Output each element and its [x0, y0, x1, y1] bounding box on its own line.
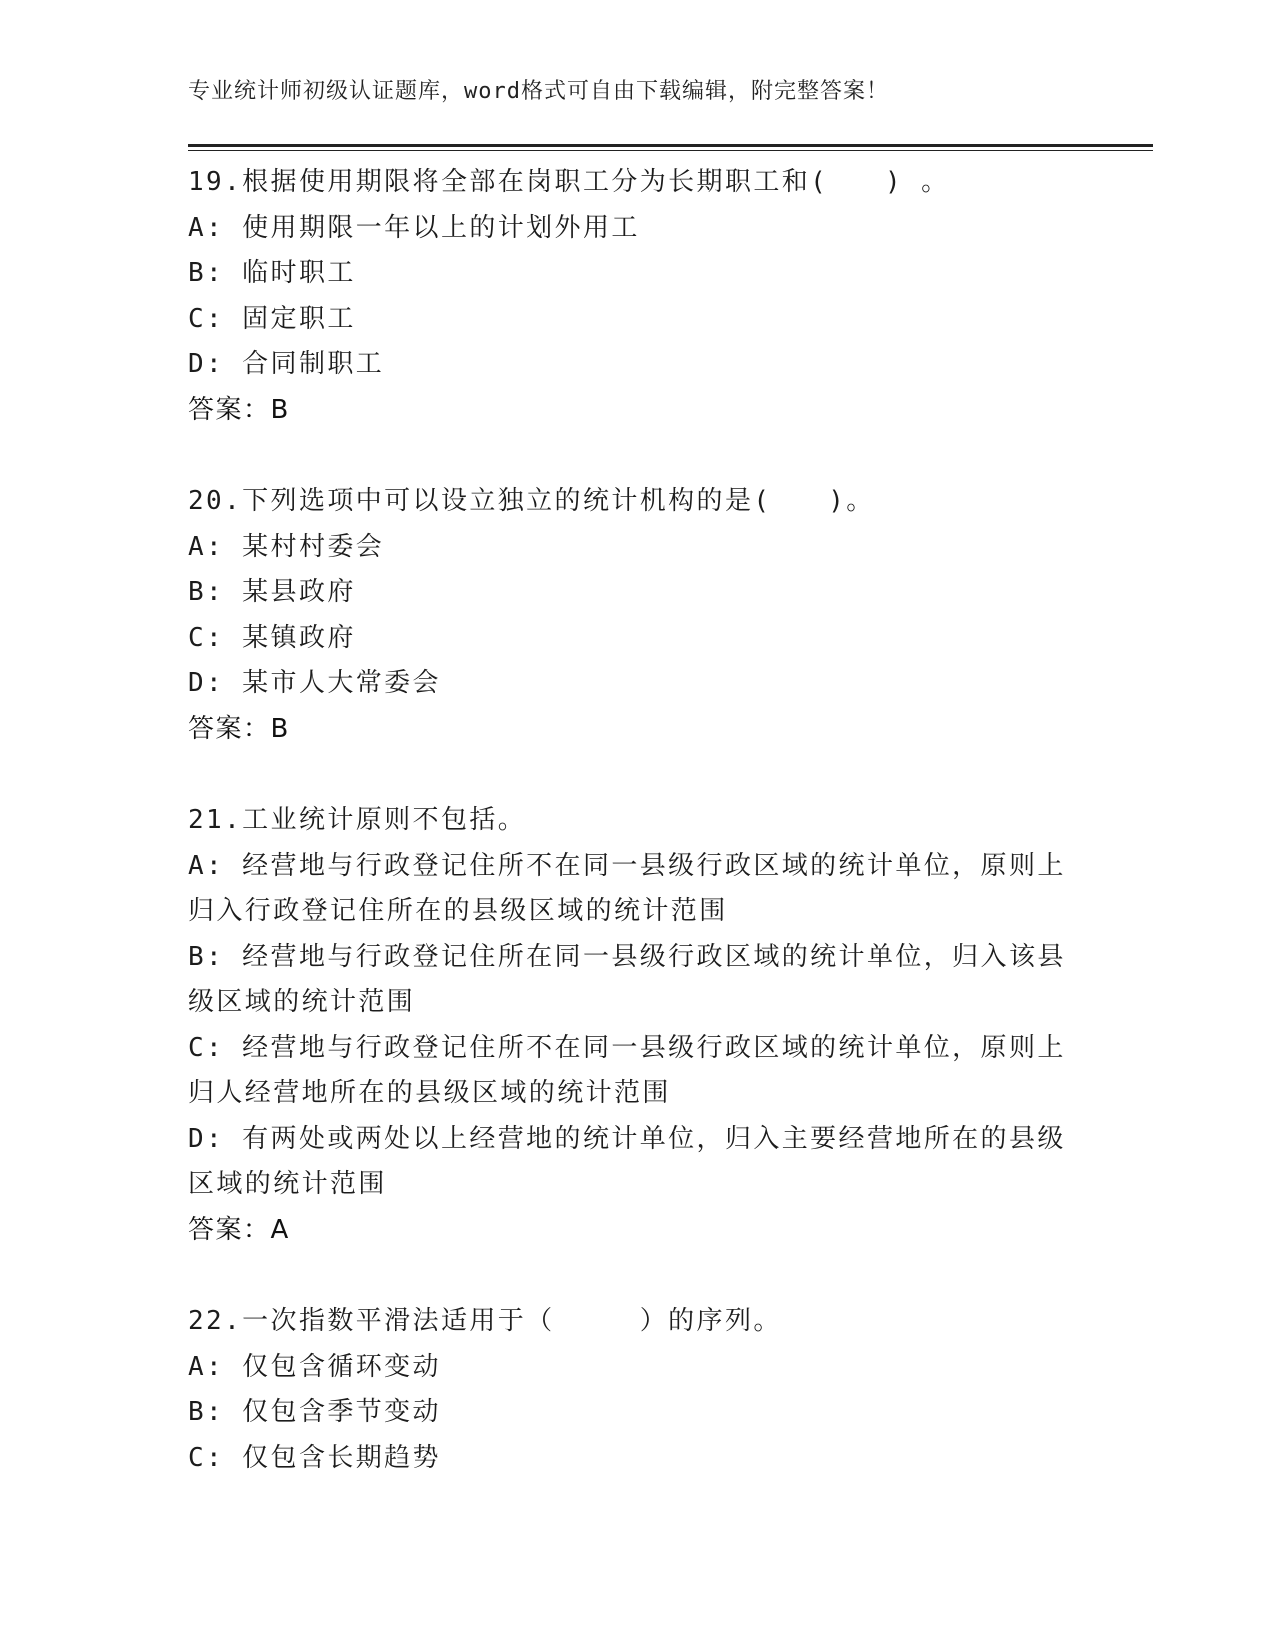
answer: 答案：B	[188, 394, 290, 425]
header-rule-thick	[188, 144, 1153, 147]
question-stem: 19.根据使用期限将全部在岗职工分为长期职工和( ) 。	[188, 167, 950, 197]
option-a: A: 仅包含循环变动	[188, 1351, 441, 1382]
option-b: B: 临时职工	[188, 258, 356, 288]
option-c: C: 经营地与行政登记住所不在同一县级行政区域的统计单位，原则上归人经营地所在的县级区域的统计范围	[188, 1032, 1066, 1108]
question-19	[188, 160, 1088, 433]
option-b: B: 经营地与行政登记住所在同一县级行政区域的统计单位，归入该县级区域的统计范围	[188, 941, 1066, 1017]
header-rule-thin	[188, 150, 1153, 151]
option-a: A: 使用期限一年以上的计划外用工	[188, 212, 640, 243]
option-b: B: 某县政府	[188, 577, 356, 607]
option-d: D: 有两处或两处以上经营地的统计单位，归入主要经营地所在的县级区域的统计范围	[188, 1123, 1066, 1199]
page-header: 专业统计师初级认证题库，word格式可自由下载编辑，附完整答案！	[188, 79, 889, 104]
question-stem: 21.工业统计原则不包括。	[188, 805, 527, 835]
option-c: C: 某镇政府	[188, 622, 356, 653]
option-b: B: 仅包含季节变动	[188, 1397, 441, 1427]
option-a: A: 某村村委会	[188, 531, 385, 562]
option-a: A: 经营地与行政登记住所不在同一县级行政区域的统计单位，原则上归入行政登记住所在的县级区域的统计范围	[188, 850, 1066, 926]
option-c: C: 仅包含长期趋势	[188, 1442, 441, 1473]
question-20	[188, 479, 1088, 752]
question-22	[188, 1299, 1088, 1481]
answer: 答案：B	[188, 713, 290, 744]
option-c: C: 固定职工	[188, 303, 356, 334]
question-stem: 22.一次指数平滑法适用于（ ）的序列。	[188, 1306, 782, 1336]
question-21	[188, 798, 1088, 1253]
question-stem: 20.下列选项中可以设立独立的统计机构的是( )。	[188, 486, 875, 516]
option-d: D: 合同制职工	[188, 349, 385, 379]
option-d: D: 某市人大常委会	[188, 668, 441, 698]
answer: 答案：A	[188, 1214, 290, 1245]
question-list	[188, 160, 1088, 1527]
